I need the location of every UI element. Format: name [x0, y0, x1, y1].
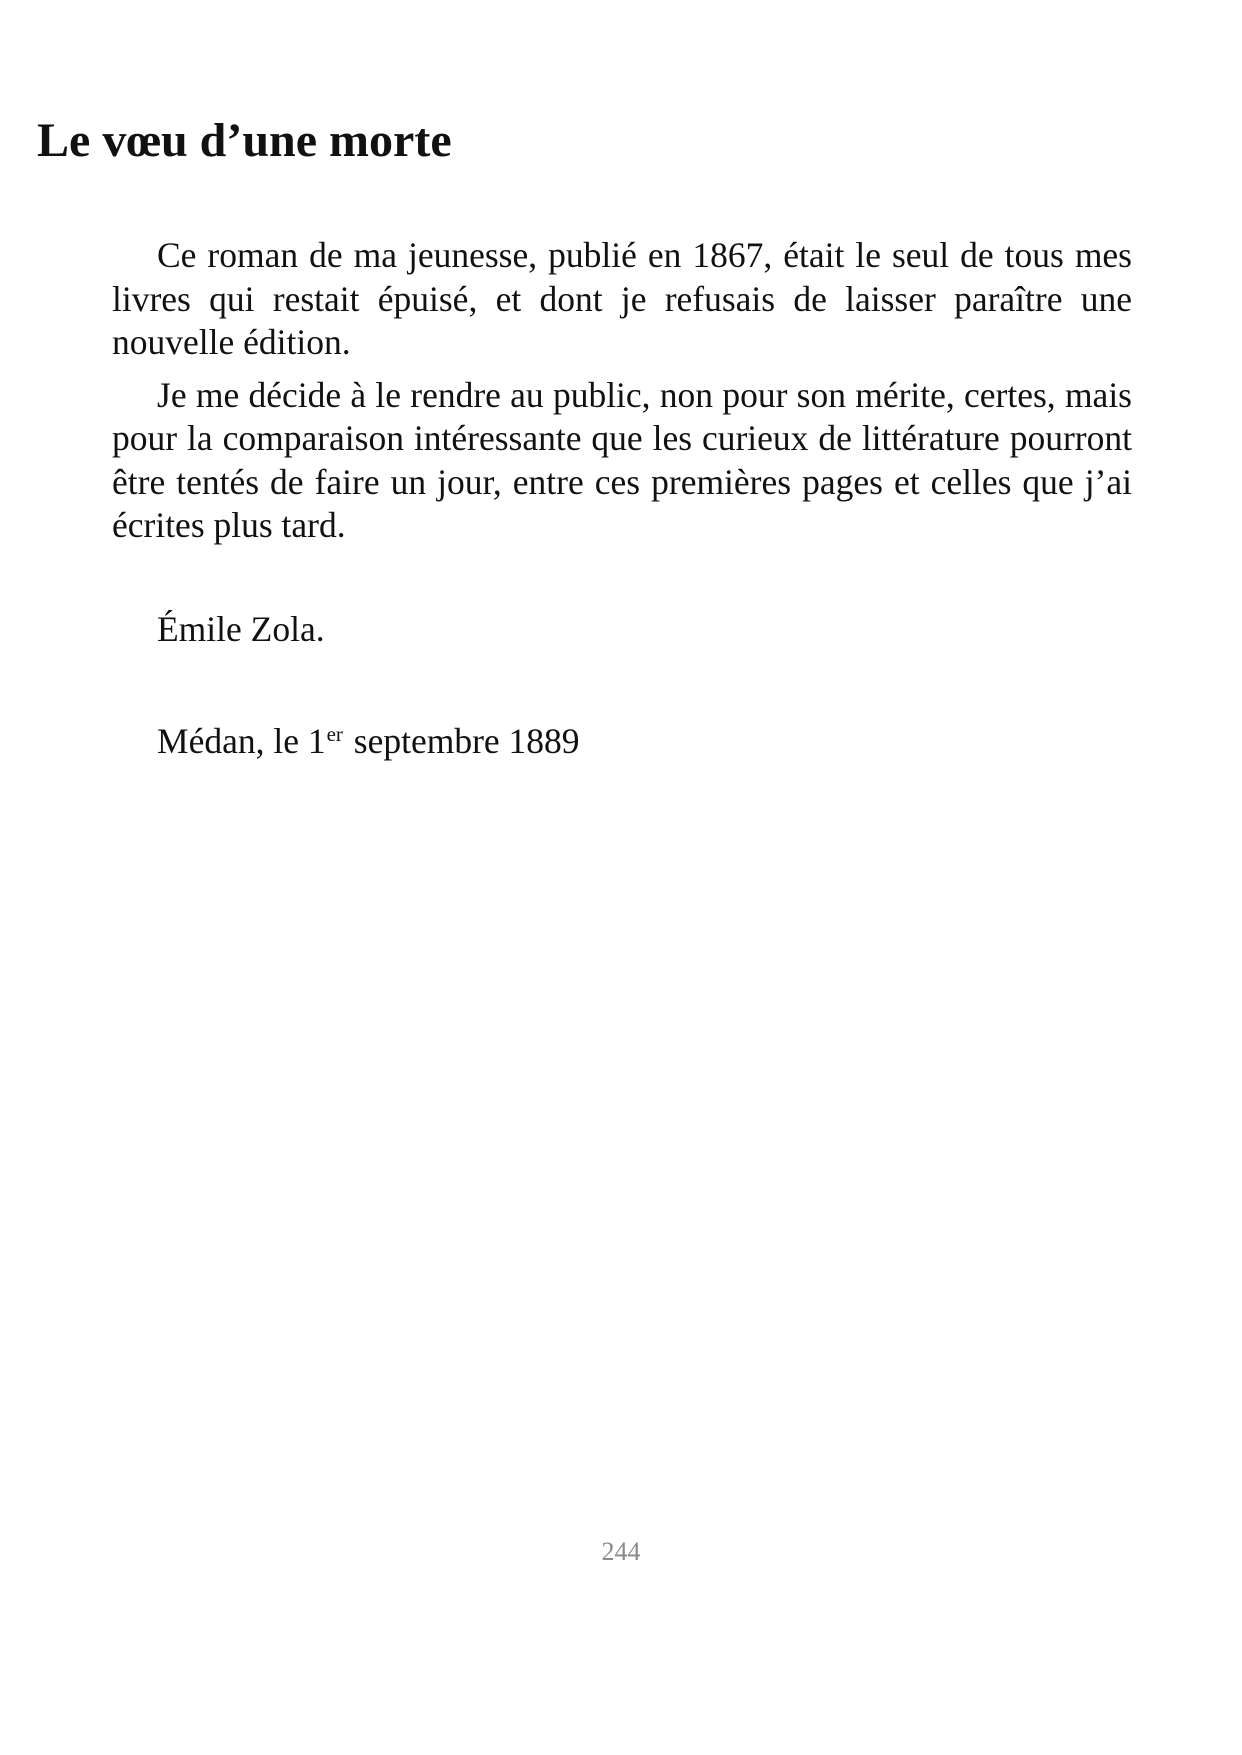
ordinal-superscript: er: [326, 722, 343, 746]
paragraph-1: Ce roman de ma jeunesse, publié en 1867, était le seul de tous mes livres qui restait épuisé, et dont je refusais de laisser paraître une nouvelle édition.: [112, 235, 1132, 362]
page-number: 244: [601, 1537, 641, 1566]
chapter-title: Le vœu d’une morte: [37, 114, 452, 167]
author-signature: Émile Zola.: [157, 609, 325, 649]
body-text: [112, 234, 1132, 557]
paragraph-2: Je me décide à le rendre au public, non pour son mérite, certes, mais pour la comparaison intéressante que les curieux de littérature pourront être tentés de faire un jour, entre ces premières pages et celles que j’ai écrites plus tard.: [112, 374, 1132, 545]
place-date-text-end: septembre 1889: [344, 721, 580, 761]
place-date-text: Médan, le 1: [157, 721, 326, 761]
place-date-line: [157, 720, 580, 764]
